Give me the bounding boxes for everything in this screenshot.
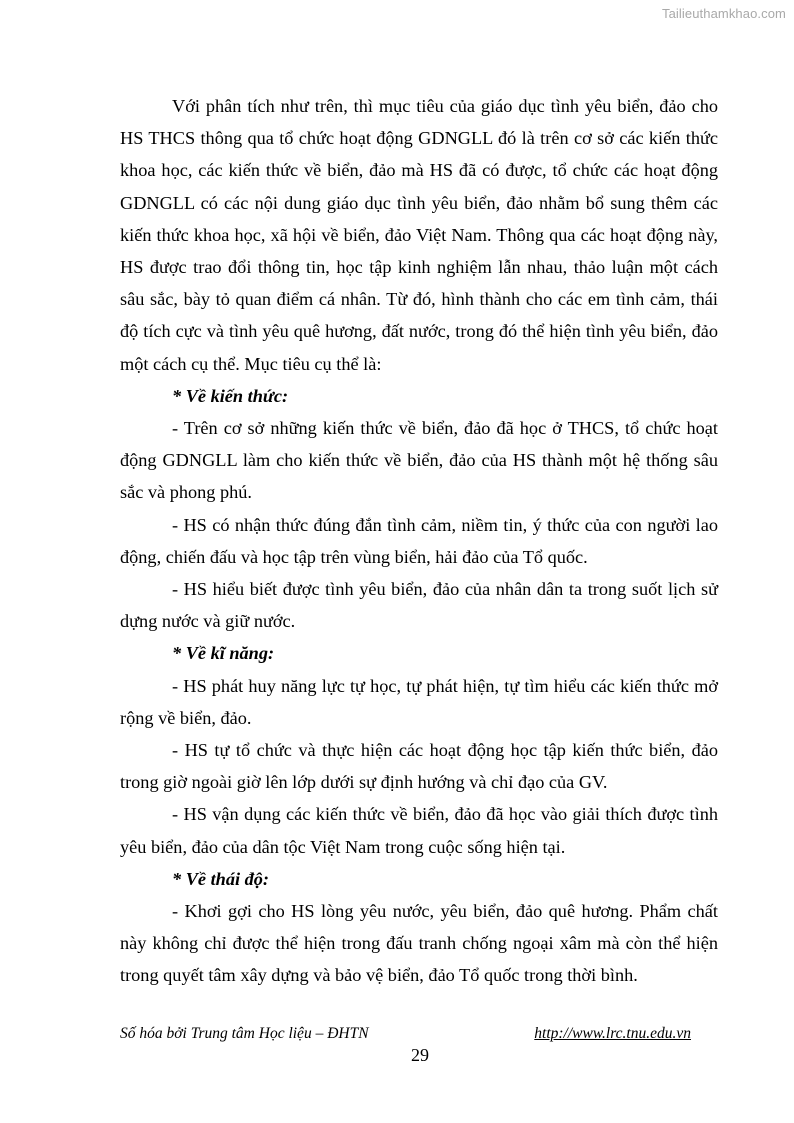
skills-item-1: - HS phát huy năng lực tự học, tự phát hiện, tự tìm hiểu các kiến thức mở rộng về biển, đảo. <box>120 675 718 728</box>
knowledge-item-1: - Trên cơ sở những kiến thức về biển, đảo đã học ở THCS, tổ chức hoạt động GDNGLL làm cho kiến thức về biển, đảo của HS thành một hệ thống sâu sắc và phong phú. <box>120 418 718 503</box>
knowledge-item-2: - HS có nhận thức đúng đắn tình cảm, niềm tin, ý thức của con người lao động, chiến đấu và học tập trên vùng biển, hải đảo của Tổ quốc. <box>120 514 718 567</box>
footer-source: Số hóa bởi Trung tâm Học liệu – ĐHTN <box>120 1025 369 1042</box>
heading-attitude: * Về thái độ: <box>172 868 269 889</box>
intro-paragraph: Với phân tích như trên, thì mục tiêu của giáo dục tình yêu biển, đảo cho HS THCS thông qua tổ chức hoạt động GDNGLL đó là trên cơ sở các kiến thức khoa học, các kiến thức về biển, đảo mà HS đã có được, tổ chức các hoạt động GDNGLL có các nội dung giáo dục tình yêu biển, đảo nhằm bổ sung thêm các kiến thức khoa học, xã hội về biển, đảo Việt Nam. Thông qua các hoạt động này, HS được trao đổi thông tin, học tập kinh nghiệm lẫn nhau, thảo luận một cách sâu sắc, bày tỏ quan điểm cá nhân. Từ đó, hình thành cho các em tình cảm, thái độ tích cực và tình yêu quê hương, đất nước, trong đó thể hiện tình yêu biển, đảo một cách cụ thể. Mục tiêu cụ thể là: <box>120 96 718 374</box>
heading-knowledge: * Về kiến thức: <box>172 385 289 406</box>
document-body <box>120 90 718 992</box>
page-number: 29 <box>411 1045 429 1065</box>
attitude-item-1: - Khơi gợi cho HS lòng yêu nước, yêu biển, đảo quê hương. Phẩm chất này không chỉ được thể hiện trong đấu tranh chống ngoại xâm mà còn thể hiện trong quyết tâm xây dựng và bảo vệ biển, đảo Tổ quốc trong thời bình. <box>120 901 718 986</box>
watermark: Tailieuthamkhao.com <box>661 6 786 21</box>
knowledge-item-3: - HS hiểu biết được tình yêu biển, đảo của nhân dân ta trong suốt lịch sử dựng nước và giữ nước. <box>120 579 718 632</box>
skills-item-2: - HS tự tổ chức và thực hiện các hoạt động học tập kiến thức biển, đảo trong giờ ngoài giờ lên lớp dưới sự định hướng và chỉ đạo của GV. <box>120 740 718 793</box>
page-footer <box>120 1025 691 1043</box>
footer-url-link[interactable]: http://www.lrc.tnu.edu.vn <box>534 1025 691 1042</box>
skills-item-3: - HS vận dụng các kiến thức về biển, đảo đã học vào giải thích được tình yêu biển, đảo của dân tộc Việt Nam trong cuộc sống hiện tại. <box>120 804 718 857</box>
heading-skills: * Về kĩ năng: <box>172 643 275 664</box>
